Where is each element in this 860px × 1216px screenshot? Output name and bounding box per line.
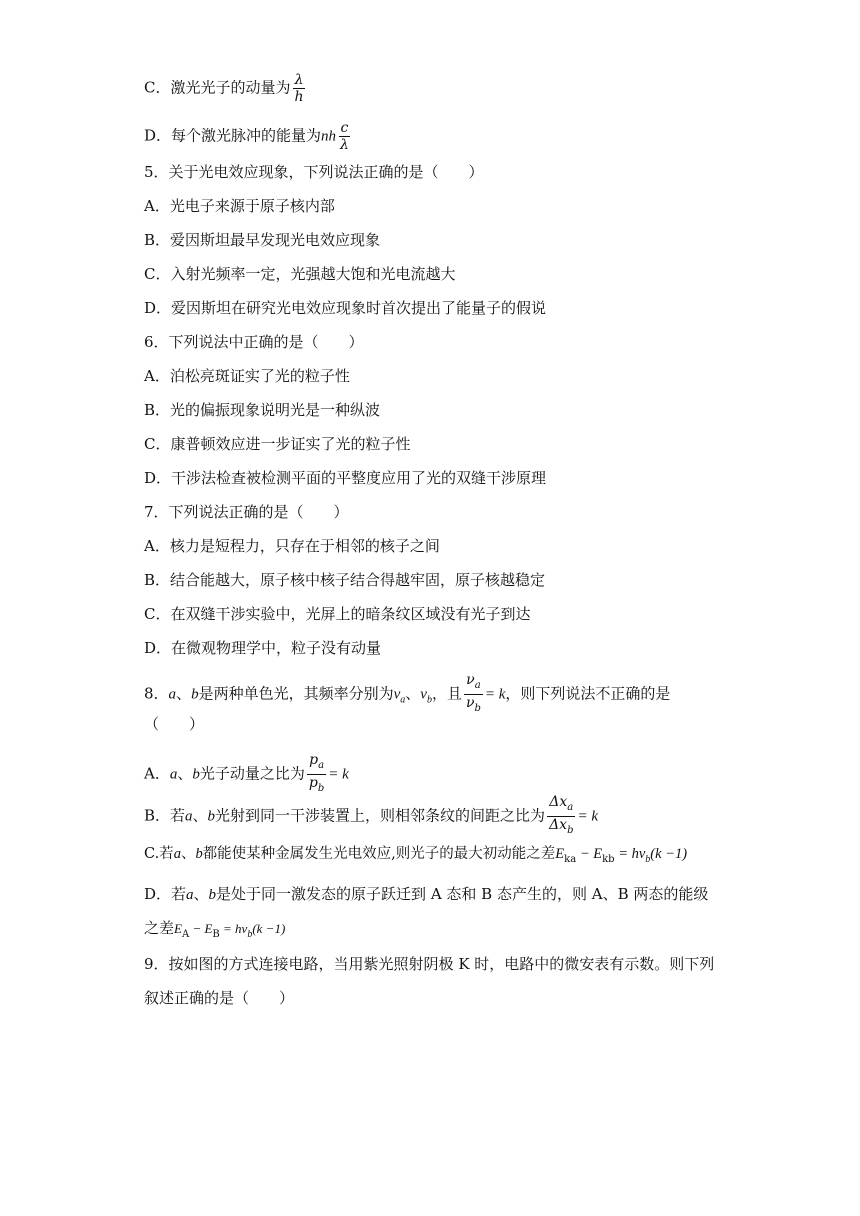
question-number: 8． bbox=[144, 684, 169, 703]
math-var: a bbox=[173, 846, 181, 862]
math-var: a bbox=[185, 808, 193, 825]
q5-option-a: A．光电子来源于原子核内部 bbox=[144, 197, 335, 215]
math-var: b bbox=[207, 808, 216, 825]
math-expression: = k bbox=[484, 686, 506, 703]
option-letter: D．若 bbox=[144, 885, 187, 903]
q8-option-b bbox=[144, 794, 598, 839]
subscript: A bbox=[181, 929, 190, 940]
fraction bbox=[338, 120, 351, 153]
math-var: ν bbox=[465, 694, 475, 711]
q5-option-d: D．爱因斯坦在研究光电效应现象时首次提出了能量子的假说 bbox=[144, 299, 547, 317]
fraction-denominator bbox=[464, 695, 483, 717]
subscript: kb bbox=[602, 853, 615, 865]
fraction-denominator: h bbox=[294, 89, 304, 105]
text: 、 bbox=[180, 846, 196, 862]
q6-option-d: D．干涉法检查被检测平面的平整度应用了光的双缝干涉原理 bbox=[144, 469, 547, 487]
subscript: ka bbox=[564, 853, 577, 865]
fraction-numerator: c bbox=[340, 120, 349, 136]
subscript: b bbox=[474, 702, 481, 714]
option-letter: A． bbox=[144, 764, 170, 783]
q5-option-b: B．爱因斯坦最早发现光电效应现象 bbox=[144, 231, 381, 249]
text: 、 bbox=[192, 806, 208, 825]
math-expression: nh bbox=[321, 128, 337, 145]
fraction bbox=[464, 672, 483, 717]
question-8-answer-blank: （ ） bbox=[144, 715, 205, 733]
text: ，且 bbox=[431, 684, 462, 703]
math-var: ν bbox=[466, 672, 475, 688]
fraction-numerator: λ bbox=[294, 72, 304, 88]
q7-option-b: B．结合能越大，原子核中核子结合得越牢固，原子核越稳定 bbox=[144, 571, 546, 589]
text: 之差 bbox=[144, 919, 175, 937]
fraction bbox=[547, 794, 575, 839]
q8-option-d-line1 bbox=[144, 884, 708, 905]
text: 是两种单色光，其频率分别为 bbox=[198, 684, 394, 703]
question-9-line2: 叙述正确的是（ ） bbox=[144, 989, 295, 1007]
q7-option-a: A．核力是短程力，只存在于相邻的核子之间 bbox=[144, 537, 440, 555]
q8-option-d-line2 bbox=[144, 918, 285, 945]
text: 、 bbox=[193, 885, 209, 903]
q7-option-c: C．在双缝干涉实验中，光屏上的暗条纹区域没有光子到达 bbox=[144, 605, 531, 623]
subscript: a bbox=[400, 694, 406, 706]
fraction-denominator: λ bbox=[340, 137, 349, 153]
math-var: p bbox=[308, 774, 318, 791]
math-expression: = k bbox=[577, 808, 599, 825]
subscript: B bbox=[212, 929, 220, 940]
fraction-numerator bbox=[547, 794, 575, 817]
subscript: b bbox=[567, 824, 574, 836]
fraction-denominator bbox=[547, 817, 575, 839]
math-expression: = k bbox=[328, 766, 349, 783]
subscript: a bbox=[318, 759, 325, 771]
q5-option-c: C．入射光频率一定，光强越大饱和光电流越大 bbox=[144, 265, 456, 283]
q6-option-c: C．康普顿效应进一步证实了光的粒子性 bbox=[144, 435, 411, 453]
math-var: Δx bbox=[549, 816, 568, 833]
math-expression: − E bbox=[576, 846, 603, 862]
text: 是处于同一激发态的原子跃迁到 A 态和 B 态产生的，则 A、B 两态的能级 bbox=[216, 885, 709, 903]
fraction bbox=[292, 72, 305, 105]
question-8 bbox=[144, 672, 670, 717]
text: ，则下列说法不正确的是 bbox=[505, 684, 671, 703]
text: 、 bbox=[177, 764, 193, 783]
option-letter: B．若 bbox=[144, 806, 186, 825]
question-5: 5．关于光电效应现象，下列说法正确的是（ ） bbox=[144, 163, 484, 181]
math-var: E bbox=[174, 921, 182, 936]
subscript: a bbox=[474, 679, 481, 691]
subscript: a bbox=[567, 801, 574, 813]
subscript: b bbox=[317, 782, 325, 794]
math-var: Δx bbox=[549, 794, 568, 810]
text: 光子动量之比为 bbox=[199, 764, 305, 783]
text: 、 bbox=[176, 684, 192, 703]
text: 光射到同一干涉装置上，则相邻条纹的间距之比为 bbox=[215, 806, 546, 825]
q4-option-c bbox=[144, 72, 308, 105]
option-text: D．每个激光脉冲的能量为 bbox=[144, 126, 322, 145]
math-var: ν bbox=[393, 686, 401, 703]
fraction-numerator bbox=[464, 672, 482, 695]
math-var: p bbox=[309, 752, 319, 768]
q6-option-b: B．光的偏振现象说明光是一种纵波 bbox=[144, 401, 381, 419]
text: 、 bbox=[405, 684, 421, 703]
text: 都能使某种金属发生光电效应,则光子的最大初动能之差 bbox=[202, 846, 556, 862]
question-9-line1: 9．按如图的方式连接电路，当用紫光照射阴极 K 时，电路中的微安表有示数。则下列 bbox=[144, 955, 715, 973]
math-var: b bbox=[191, 686, 199, 703]
math-expression: = hν bbox=[219, 921, 248, 936]
math-var: E bbox=[555, 846, 565, 862]
math-var: b bbox=[208, 887, 217, 903]
q8-option-c bbox=[144, 844, 687, 870]
math-expression: = hν bbox=[614, 846, 646, 862]
math-var: b bbox=[192, 766, 200, 783]
math-var: ν bbox=[420, 686, 427, 703]
subscript: b bbox=[247, 929, 253, 940]
q8-option-a bbox=[144, 752, 349, 797]
subscript: b bbox=[645, 853, 651, 865]
math-var: a bbox=[168, 686, 177, 703]
math-expression: (k −1) bbox=[650, 846, 688, 862]
option-letter: C.若 bbox=[144, 846, 174, 862]
q6-option-a: A．泊松亮斑证实了光的粒子性 bbox=[144, 367, 350, 385]
q4-option-d bbox=[144, 120, 353, 153]
math-var: a bbox=[186, 887, 194, 903]
fraction-numerator bbox=[307, 752, 326, 775]
question-6: 6．下列说法中正确的是（ ） bbox=[144, 333, 364, 351]
math-expression: (k −1) bbox=[252, 921, 286, 936]
math-var: b bbox=[195, 846, 203, 862]
math-expression: − E bbox=[189, 921, 213, 936]
subscript: b bbox=[426, 694, 432, 706]
question-7: 7．下列说法正确的是（ ） bbox=[144, 503, 349, 521]
math-var: a bbox=[169, 766, 178, 783]
q7-option-d: D．在微观物理学中，粒子没有动量 bbox=[144, 639, 382, 657]
fraction bbox=[307, 752, 326, 797]
option-text: C．激光光子的动量为 bbox=[144, 78, 291, 97]
